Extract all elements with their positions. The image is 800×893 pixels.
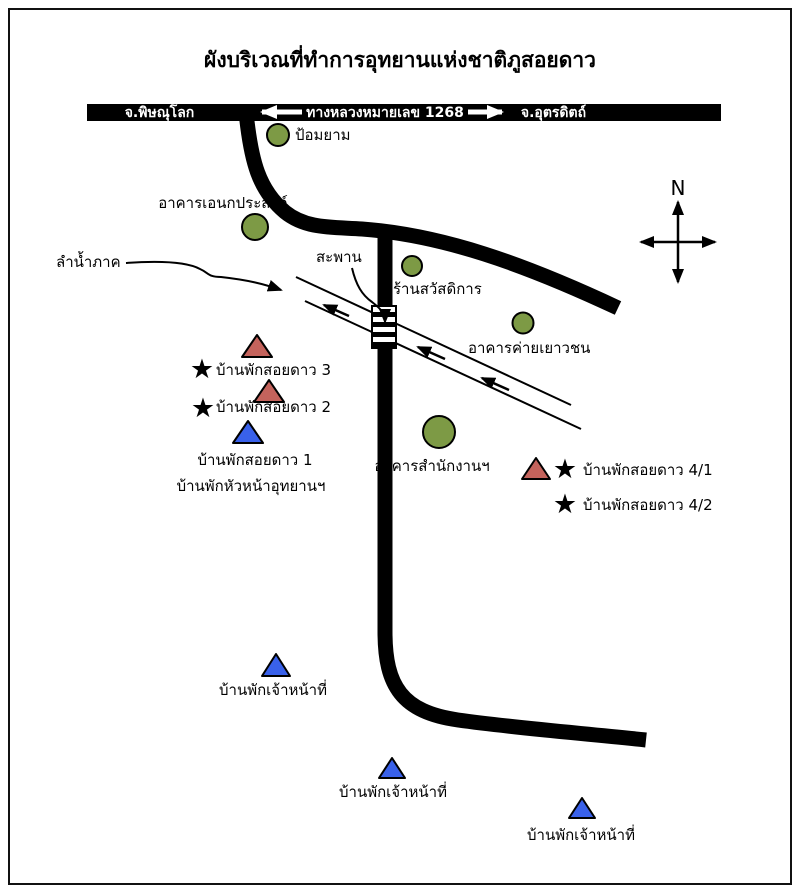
star-icon: ★ — [189, 354, 215, 385]
staff-house-marker — [569, 798, 595, 818]
highway-left-destination: จ.พิษณุโลก — [124, 104, 195, 121]
star-icon: ★ — [190, 393, 216, 424]
soidao1-marker — [233, 421, 263, 443]
soidao2-label: บ้านพักสอยดาว 2 — [216, 398, 332, 416]
star-icon: ★ — [552, 454, 578, 485]
staff-house-label: บ้านพักเจ้าหน้าที่ — [219, 681, 327, 699]
map-border — [9, 9, 791, 884]
multipurpose-hall-label: อาคารเอนกประสงค์ — [158, 194, 288, 212]
page-title: ผังบริเวณที่ทำการอุทยานแห่งชาติภูสอยดาว — [204, 48, 596, 72]
soidao3-label: บ้านพักสอยดาว 3 — [216, 361, 332, 379]
youth-camp-label: อาคารค่ายเยาวชน — [468, 339, 591, 357]
river-label: ลำน้ำภาค — [56, 253, 121, 271]
staff-house-label: บ้านพักเจ้าหน้าที่ — [339, 783, 447, 801]
soidao3-marker — [242, 335, 272, 357]
staff-house-marker — [262, 654, 290, 676]
stream-flow-arrow-icon — [418, 347, 445, 359]
soidao4-marker — [522, 458, 550, 479]
youth-camp-marker — [513, 313, 534, 334]
soidao4-2-label: บ้านพักสอยดาว 4/2 — [583, 496, 713, 514]
highway-name: ทางหลวงหมายเลข 1268 — [306, 104, 464, 121]
multipurpose-hall-marker — [242, 214, 268, 240]
stream-bank-lower — [305, 301, 581, 429]
welfare-shop-marker — [402, 256, 422, 276]
staff-house-marker — [379, 758, 405, 778]
office-label: อาคารสำนักงานฯ — [374, 457, 490, 475]
guard-post-marker — [267, 124, 289, 146]
compass-north-label: N — [670, 176, 686, 200]
soidao1-label: บ้านพักสอยดาว 1 — [197, 451, 313, 469]
chief-house-label: บ้านพักหัวหน้าอุทยานฯ — [176, 477, 326, 495]
highway-right-destination: จ.อุตรดิตถ์ — [520, 104, 587, 121]
bridge-symbol — [372, 306, 396, 348]
staff-house-label: บ้านพักเจ้าหน้าที่ — [527, 826, 635, 844]
bridge-label: สะพาน — [316, 248, 362, 266]
welfare-shop-label: ร้านสวัสดิการ — [393, 280, 482, 298]
compass-icon — [641, 202, 715, 282]
soidao4-1-label: บ้านพักสอยดาว 4/1 — [583, 461, 713, 479]
river-leader-arrow — [126, 262, 281, 290]
guard-post-label: ป้อมยาม — [295, 126, 351, 144]
office-marker — [423, 416, 455, 448]
star-icon: ★ — [552, 489, 578, 520]
